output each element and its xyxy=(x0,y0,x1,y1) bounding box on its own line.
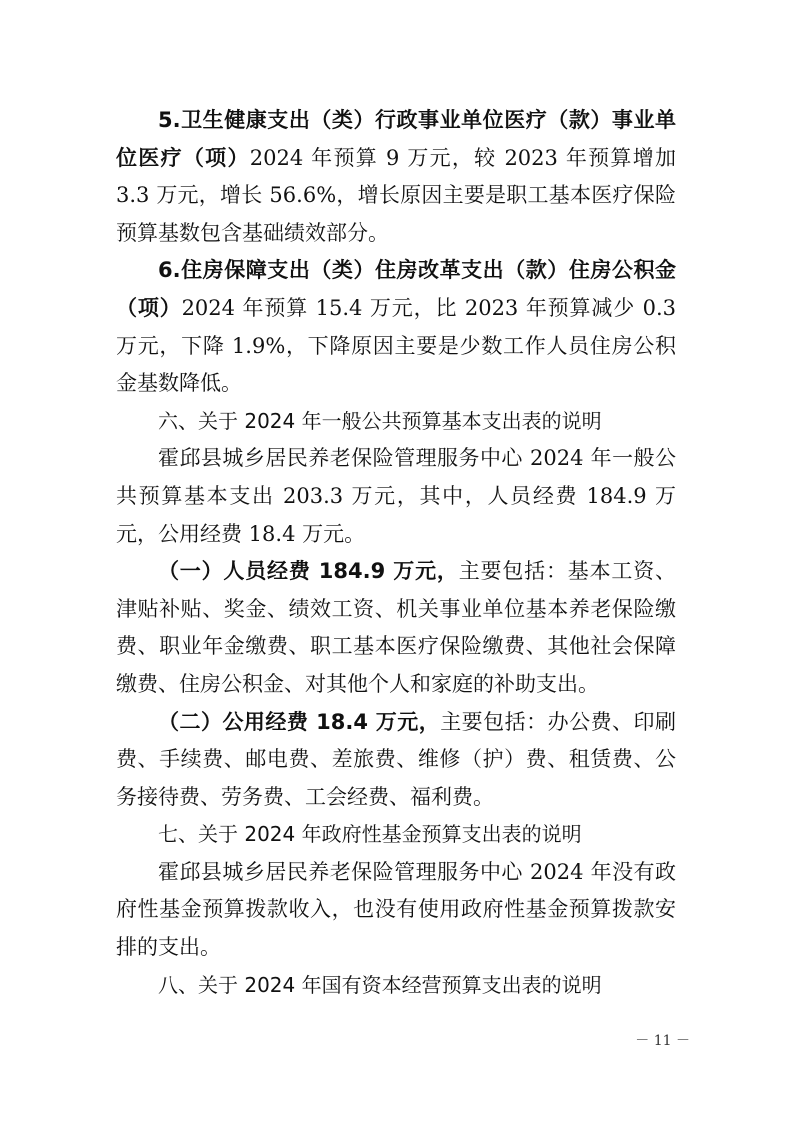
page-number: － 11 － xyxy=(635,1033,690,1049)
public-expenses-text: 主要包括：办公费、印刷费、手续费、邮电费、差旅费、维修（护）费、租赁费、公务接待费、劳务费、工会经费、福利费。 xyxy=(116,709,677,809)
personnel-expenses-text: 主要包括：基本工资、津贴补贴、奖金、绩效工资、机关事业单位基本养老保险缴费、职业年金缴费、职工基本医疗保险缴费、其他社会保障缴费、住房公积金、对其他个人和家庭的补助支出。 xyxy=(116,559,676,696)
section-heading-6: 六、关于 2024 年一般公共预算基本支出表的说明 xyxy=(158,408,602,433)
housing-expenditure-title: 6.住房保障支出（类）住房改革支出（款）住房公积金（项） xyxy=(116,258,676,320)
paragraph-basic-expenditure: 霍邱县城乡居民养老保险管理服务中心 2024 年一般公共预算基本支出 203.3 万元，其中，人员经费 184.9 万元，公用经费 18.4 万元。 xyxy=(116,446,676,546)
housing-expenditure-text: 2024 年预算 15.4 万元，比 2023 年预算减少 0.3 万元，下降 1.9%，下降原因主要是少数工作人员住房公积金基数降低。 xyxy=(116,295,677,396)
paragraph-health-expenditure xyxy=(116,102,676,252)
section-heading-8: 八、关于 2024 年国有资本经营预算支出表的说明 xyxy=(158,972,602,997)
document-body xyxy=(116,102,676,1004)
public-expenses-title: （二）公用经费 18.4 万元， xyxy=(158,709,441,734)
paragraph-public-expenses xyxy=(116,704,676,817)
paragraph-personnel-expenses xyxy=(116,553,676,703)
health-expenditure-text: 2024 年预算 9 万元，较 2023 年预算增加 3.3 万元，增长 56.6%，增长原因主要是职工基本医疗保险预算基数包含基础绩效部分。 xyxy=(116,145,677,245)
section-heading-7: 七、关于 2024 年政府性基金预算支出表的说明 xyxy=(158,822,582,847)
personnel-expenses-title: （一）人员经费 184.9 万元， xyxy=(158,559,459,584)
health-expenditure-title: 5.卫生健康支出（类）行政事业单位医疗（款）事业单位医疗（项） xyxy=(116,108,676,170)
paragraph-government-fund: 霍邱县城乡居民养老保险管理服务中心 2024 年没有政府性基金预算拨款收入，也没有使用政府性基金预算拨款安排的支出。 xyxy=(116,859,676,960)
paragraph-housing-expenditure xyxy=(116,252,676,402)
